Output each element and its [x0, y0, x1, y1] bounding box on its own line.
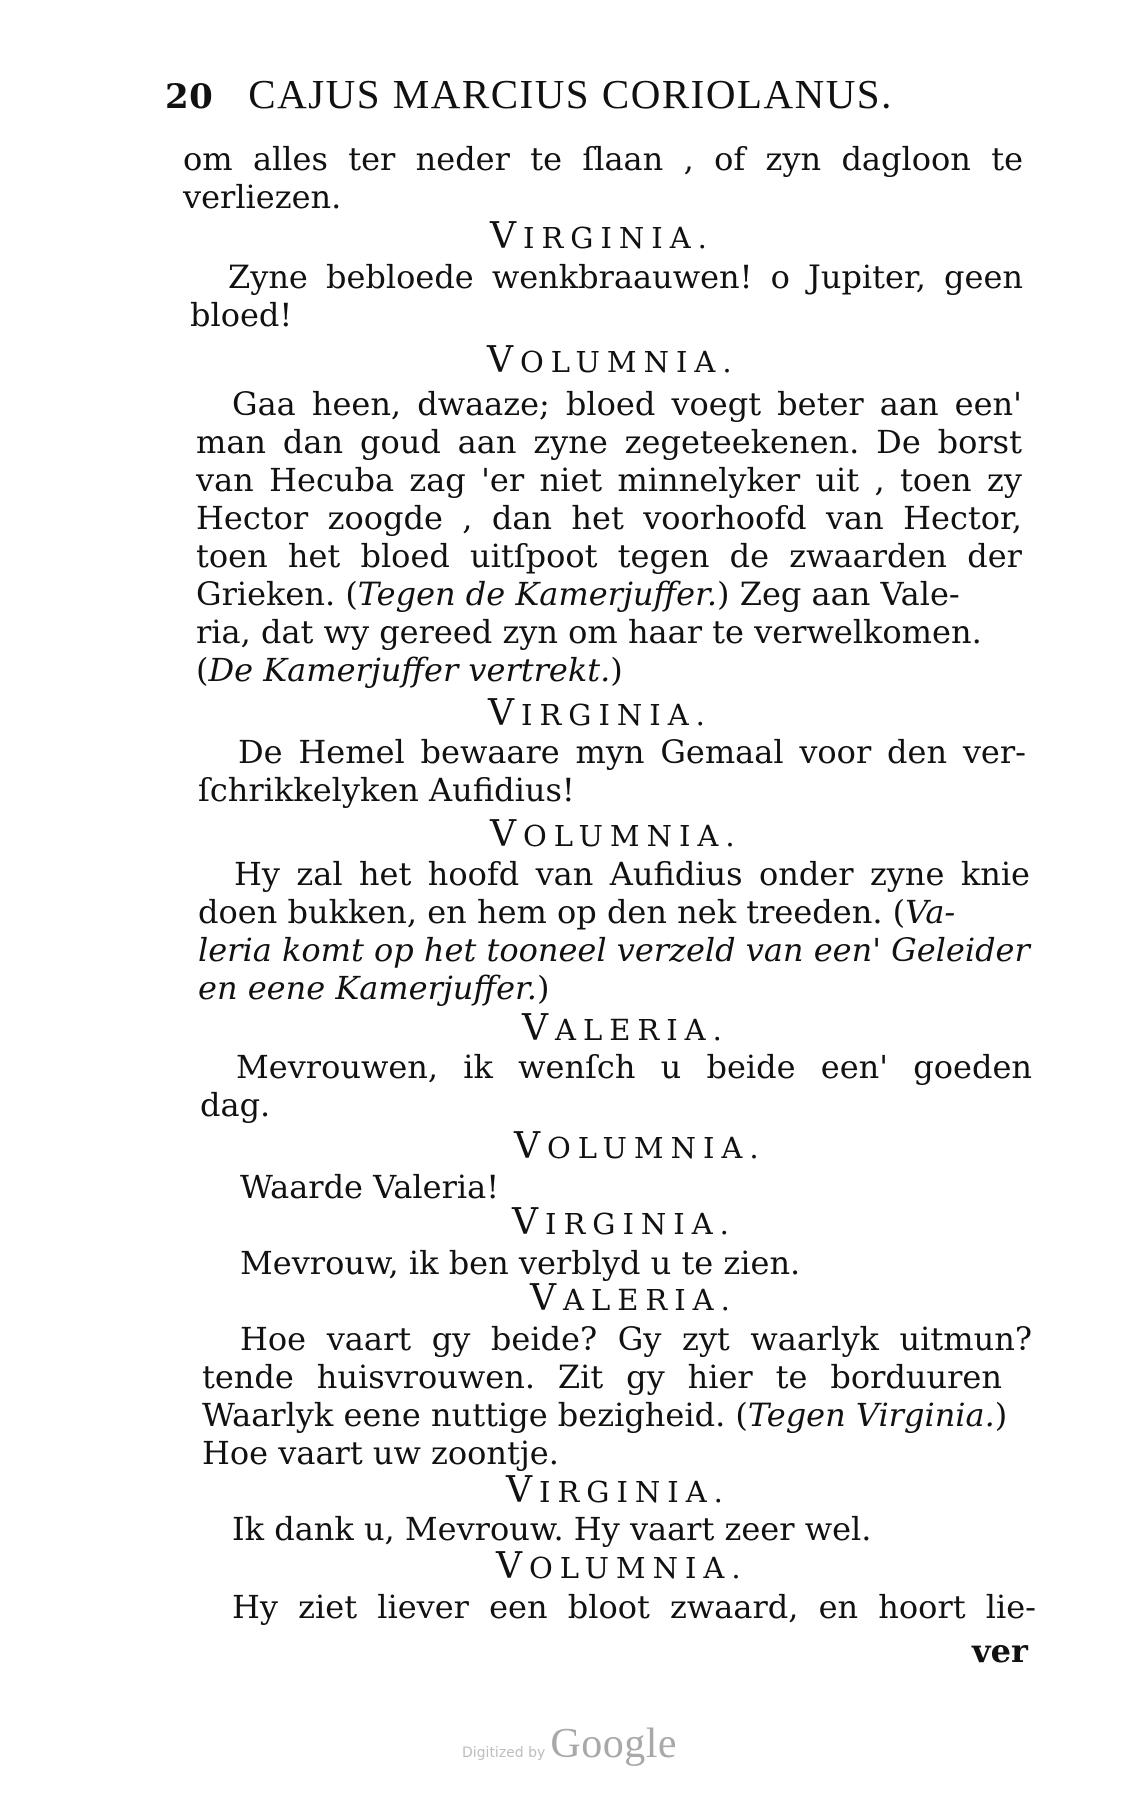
word: dagloon [841, 140, 971, 178]
word: uitſpoot [470, 537, 598, 575]
word: Hoe [240, 1320, 307, 1358]
word: bewaare [420, 733, 560, 771]
word: dan [491, 499, 552, 537]
text-line [202, 1396, 1007, 1434]
text-line [196, 651, 623, 689]
text-run: Waarlyk eene nuttige bezigheid. ( [202, 1396, 748, 1434]
word: en [818, 1588, 859, 1626]
speaker-heading: VOLUMNIA. [496, 1546, 748, 1587]
word: zal [296, 855, 343, 893]
text-run: ) Zeg aan Vale- [717, 575, 960, 613]
word: beide [706, 1048, 796, 1086]
page-header [165, 70, 945, 118]
word: het [287, 537, 341, 575]
text-line [196, 499, 1022, 537]
google-watermark [462, 1720, 677, 1768]
word: knie [960, 855, 1030, 893]
word: van [535, 855, 594, 893]
word: beide? [490, 1320, 598, 1358]
word: heen, [311, 385, 402, 423]
word: goud [359, 423, 441, 461]
text-run: Grieken. ( [196, 575, 358, 613]
word: gy [431, 1320, 471, 1358]
stage-direction: Tegen de Kamerjuffer. [357, 575, 718, 613]
word: o [770, 258, 790, 296]
word: man [196, 423, 267, 461]
word: Mevrouwen, [236, 1048, 439, 1086]
speaker-heading: VALERIA. [522, 1008, 729, 1049]
word: van [196, 461, 254, 499]
word: zag [409, 461, 466, 499]
text-line: Mevrouw, ik ben verblyd u te zien. [240, 1244, 801, 1282]
word: bloot [567, 1588, 650, 1626]
text-run: ( [196, 651, 209, 689]
word: dan [282, 423, 344, 461]
speaker-heading: VOLUMNIA. [490, 814, 742, 855]
word: lie- [985, 1588, 1036, 1626]
word: Hector [196, 499, 309, 537]
text-line [198, 969, 549, 1007]
text-run: ) [536, 969, 550, 1007]
word: gy [626, 1358, 665, 1396]
stage-direction: Tegen Virginia. [747, 1396, 995, 1434]
word: , [874, 461, 885, 499]
text-line [228, 258, 1023, 296]
word: een' [954, 385, 1022, 423]
text-run: ) [994, 1396, 1008, 1434]
word: neder [415, 140, 510, 178]
word: borst [937, 423, 1022, 461]
text-line [234, 855, 1030, 893]
word: u [660, 1048, 682, 1086]
word: zyne [533, 423, 608, 461]
speaker-heading: VOLUMNIA. [514, 1126, 766, 1167]
text-line [196, 537, 1022, 575]
word: der [967, 537, 1022, 575]
word: zyn [765, 140, 822, 178]
word: voegt [671, 385, 762, 423]
word: Hector, [903, 499, 1022, 537]
word: tende [202, 1358, 294, 1396]
page-number: 20 [165, 77, 214, 117]
word: wenkbraauwen! [491, 258, 753, 296]
word: toen [196, 537, 268, 575]
speaker-heading: VIRGINIA. [512, 1202, 736, 1243]
word: zwaarden [789, 537, 948, 575]
word: De [876, 423, 921, 461]
speaker-heading: VIRGINIA. [490, 216, 714, 257]
word: uit [815, 461, 860, 499]
word: beter [777, 385, 864, 423]
word: ziet [298, 1588, 358, 1626]
word: Hecuba [269, 461, 395, 499]
text-line [202, 1358, 1002, 1396]
word: den [887, 733, 948, 771]
text-line: ſchrikkelyken Aufidius! [198, 771, 575, 809]
word: het [571, 499, 624, 537]
word: , [462, 499, 473, 537]
word: geen [944, 258, 1023, 296]
speaker-heading: VOLUMNIA. [487, 340, 739, 381]
word: onder [758, 855, 854, 893]
word: het [358, 855, 412, 893]
word: of [714, 140, 746, 178]
word: ik [463, 1048, 493, 1086]
word: hier [687, 1358, 753, 1396]
word: Gy [617, 1320, 662, 1358]
text-line: verliezen. [183, 178, 342, 216]
running-title: CAJUS MARCIUS CORIOLANUS. [248, 71, 893, 117]
word: borduuren [830, 1358, 1002, 1396]
word: een [489, 1588, 548, 1626]
text-line [236, 1048, 1032, 1086]
word: Hy [232, 1588, 278, 1626]
google-logo: Google [550, 1721, 678, 1767]
word: hoort [878, 1588, 966, 1626]
text-line [238, 733, 1026, 771]
text-line [196, 461, 1022, 499]
word: ſlaan [582, 140, 664, 178]
word: om [183, 140, 233, 178]
word: zy [986, 461, 1022, 499]
word: huisvrouwen. [316, 1358, 535, 1396]
word: , [683, 140, 694, 178]
stage-direction: leria komt op het tooneel verzeld van een' Geleider [198, 931, 1030, 969]
text-run: doen bukken, en hem op den nek treeden. ( [198, 893, 906, 931]
word: zyne [869, 855, 945, 893]
word: zyt [681, 1320, 730, 1358]
word: voor [799, 733, 872, 771]
text-line [196, 575, 960, 613]
text-run: ) [610, 651, 623, 689]
word: Aufidius [609, 855, 743, 893]
word: bloed [565, 385, 656, 423]
text-line [198, 893, 955, 931]
word: myn [575, 733, 645, 771]
text-line [196, 423, 1022, 461]
text-line: ria, dat wy gereed zyn om haar te verwelkomen. [196, 613, 982, 651]
word: bebloede [325, 258, 474, 296]
word: De [238, 733, 283, 771]
word: ver- [962, 733, 1026, 771]
word: tegen [617, 537, 710, 575]
text-line: dag. [200, 1086, 271, 1124]
word: de [729, 537, 770, 575]
watermark-prefix: Digitized by [462, 1745, 546, 1761]
word: hoofd [427, 855, 520, 893]
text-line [198, 931, 1030, 969]
stage-direction: Va- [905, 893, 956, 931]
word: waarlyk [750, 1320, 879, 1358]
speaker-heading: VIRGINIA. [506, 1470, 730, 1511]
text-line: Hoe vaart uw zoontje. [202, 1434, 559, 1472]
text-line: bloed! [190, 296, 293, 334]
word: uitmun? [899, 1320, 1032, 1358]
word: liever [377, 1588, 469, 1626]
word: ter [348, 140, 396, 178]
word: toen [899, 461, 972, 499]
word: zoogde [327, 499, 443, 537]
word: Gemaal [660, 733, 784, 771]
word: bloed [360, 537, 450, 575]
text-line [240, 1320, 1032, 1358]
stage-direction: en eene Kamerjuffer. [198, 969, 537, 1007]
word: Zyne [228, 258, 308, 296]
word: wenſch [518, 1048, 636, 1086]
word: Jupiter, [808, 258, 926, 296]
word: dwaaze; [417, 385, 550, 423]
word: te [775, 1358, 808, 1396]
text-line: Waarde Valeria! [240, 1168, 500, 1206]
word: van [825, 499, 884, 537]
speaker-heading: VIRGINIA. [488, 693, 712, 734]
word: alles [252, 140, 328, 178]
word: Hemel [298, 733, 405, 771]
word: goeden [913, 1048, 1032, 1086]
text-line [183, 140, 1023, 178]
word: te [991, 140, 1023, 178]
word: niet [539, 461, 603, 499]
catchword: ver [972, 1632, 1028, 1670]
word: minnelyker [617, 461, 801, 499]
word: een' [820, 1048, 889, 1086]
text-line [232, 1588, 1036, 1626]
text-line: Ik dank u, Mevrouw. Hy vaart zeer wel. [232, 1510, 872, 1548]
word: aan [879, 385, 939, 423]
stage-direction: De Kamerjuffer vertrekt. [208, 651, 611, 689]
word: 'er [481, 461, 525, 499]
word: te [530, 140, 563, 178]
word: aan [457, 423, 517, 461]
word: voorhoofd [643, 499, 807, 537]
word: Zit [557, 1358, 604, 1396]
word: zegeteekenen. [624, 423, 860, 461]
speaker-heading: VALERIA. [530, 1278, 737, 1319]
word: Gaa [232, 385, 296, 423]
word: zwaard, [670, 1588, 799, 1626]
text-line [232, 385, 1022, 423]
word: Hy [234, 855, 280, 893]
word: vaart [326, 1320, 412, 1358]
